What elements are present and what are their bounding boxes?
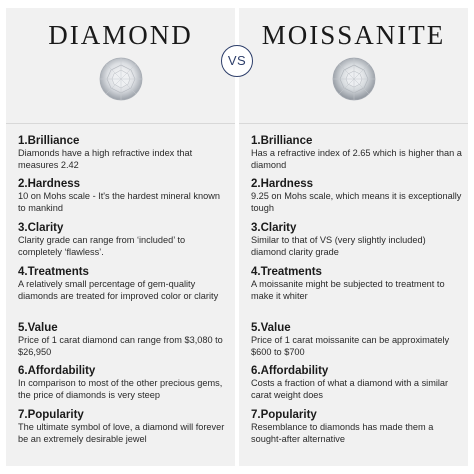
item-text: A relatively small percentage of gem-quality diamonds are treated for improved color or clarity bbox=[18, 279, 219, 301]
moissanite-header bbox=[239, 8, 468, 116]
diamond-header bbox=[6, 8, 235, 116]
list-item bbox=[18, 408, 229, 445]
vs-badge: VS bbox=[221, 45, 253, 77]
list-item bbox=[18, 177, 229, 214]
list-item bbox=[18, 134, 229, 171]
item-heading: 2.Hardness bbox=[18, 178, 81, 190]
item-text: Diamonds have a high refractive index that measures 2.42 bbox=[18, 148, 193, 170]
item-heading: 1.Brilliance bbox=[251, 135, 313, 147]
list-item bbox=[18, 321, 229, 358]
diamond-divider bbox=[6, 123, 235, 124]
item-text: In comparison to most of the other precious gems, the price of diamonds is very steep bbox=[18, 378, 223, 400]
item-text: Price of 1 carat diamond can range from $3,080 to $26,950 bbox=[18, 335, 223, 357]
list-item bbox=[251, 364, 462, 401]
item-text: Resemblance to diamonds has made them a sought-after alternative bbox=[251, 422, 434, 444]
item-heading: 4.Treatments bbox=[18, 266, 89, 278]
item-heading: 5.Value bbox=[18, 322, 58, 334]
list-item bbox=[251, 134, 462, 171]
moissanite-title: MOISSANITE bbox=[261, 20, 446, 50]
item-text: A moissanite might be subjected to treatment to make it whiter bbox=[251, 279, 445, 301]
item-heading: 6.Affordability bbox=[18, 365, 96, 377]
item-heading: 2.Hardness bbox=[251, 178, 314, 190]
list-item bbox=[251, 265, 462, 302]
item-heading: 1.Brilliance bbox=[18, 135, 80, 147]
item-heading: 5.Value bbox=[251, 322, 291, 334]
item-heading: 6.Affordability bbox=[251, 365, 329, 377]
moissanite-divider bbox=[239, 123, 468, 124]
item-text: Similar to that of VS (very slightly included) diamond clarity grade bbox=[251, 235, 426, 257]
item-text: The ultimate symbol of love, a diamond will forever be an extremely desirable jewel bbox=[18, 422, 225, 444]
item-text: Clarity grade can range from ‘included’ to completely ‘flawless’. bbox=[18, 235, 186, 257]
item-heading: 3.Clarity bbox=[251, 222, 297, 234]
item-heading: 4.Treatments bbox=[251, 266, 322, 278]
item-heading: 3.Clarity bbox=[18, 222, 64, 234]
round-diamond-icon bbox=[98, 56, 144, 102]
list-item bbox=[18, 221, 229, 258]
list-item bbox=[251, 408, 462, 445]
item-text: Price of 1 carat moissanite can be approximately $600 to $700 bbox=[251, 335, 450, 357]
item-heading: 7.Popularity bbox=[251, 409, 317, 421]
list-item bbox=[18, 265, 229, 302]
list-item bbox=[251, 177, 462, 214]
list-item bbox=[18, 364, 229, 401]
item-heading: 7.Popularity bbox=[18, 409, 84, 421]
diamond-column bbox=[6, 8, 235, 466]
item-text: 10 on Mohs scale - It's the hardest mineral known to mankind bbox=[18, 191, 220, 213]
item-text: 9.25 on Mohs scale, which means it is exceptionally tough bbox=[251, 191, 462, 213]
item-text: Costs a fraction of what a diamond with a similar carat weight does bbox=[251, 378, 449, 400]
list-item bbox=[251, 221, 462, 258]
round-moissanite-icon bbox=[331, 56, 377, 102]
list-item bbox=[251, 321, 462, 358]
diamond-title: DIAMOND bbox=[48, 20, 193, 50]
item-text: Has a refractive index of 2.65 which is higher than a diamond bbox=[251, 148, 462, 170]
moissanite-column bbox=[239, 8, 468, 466]
